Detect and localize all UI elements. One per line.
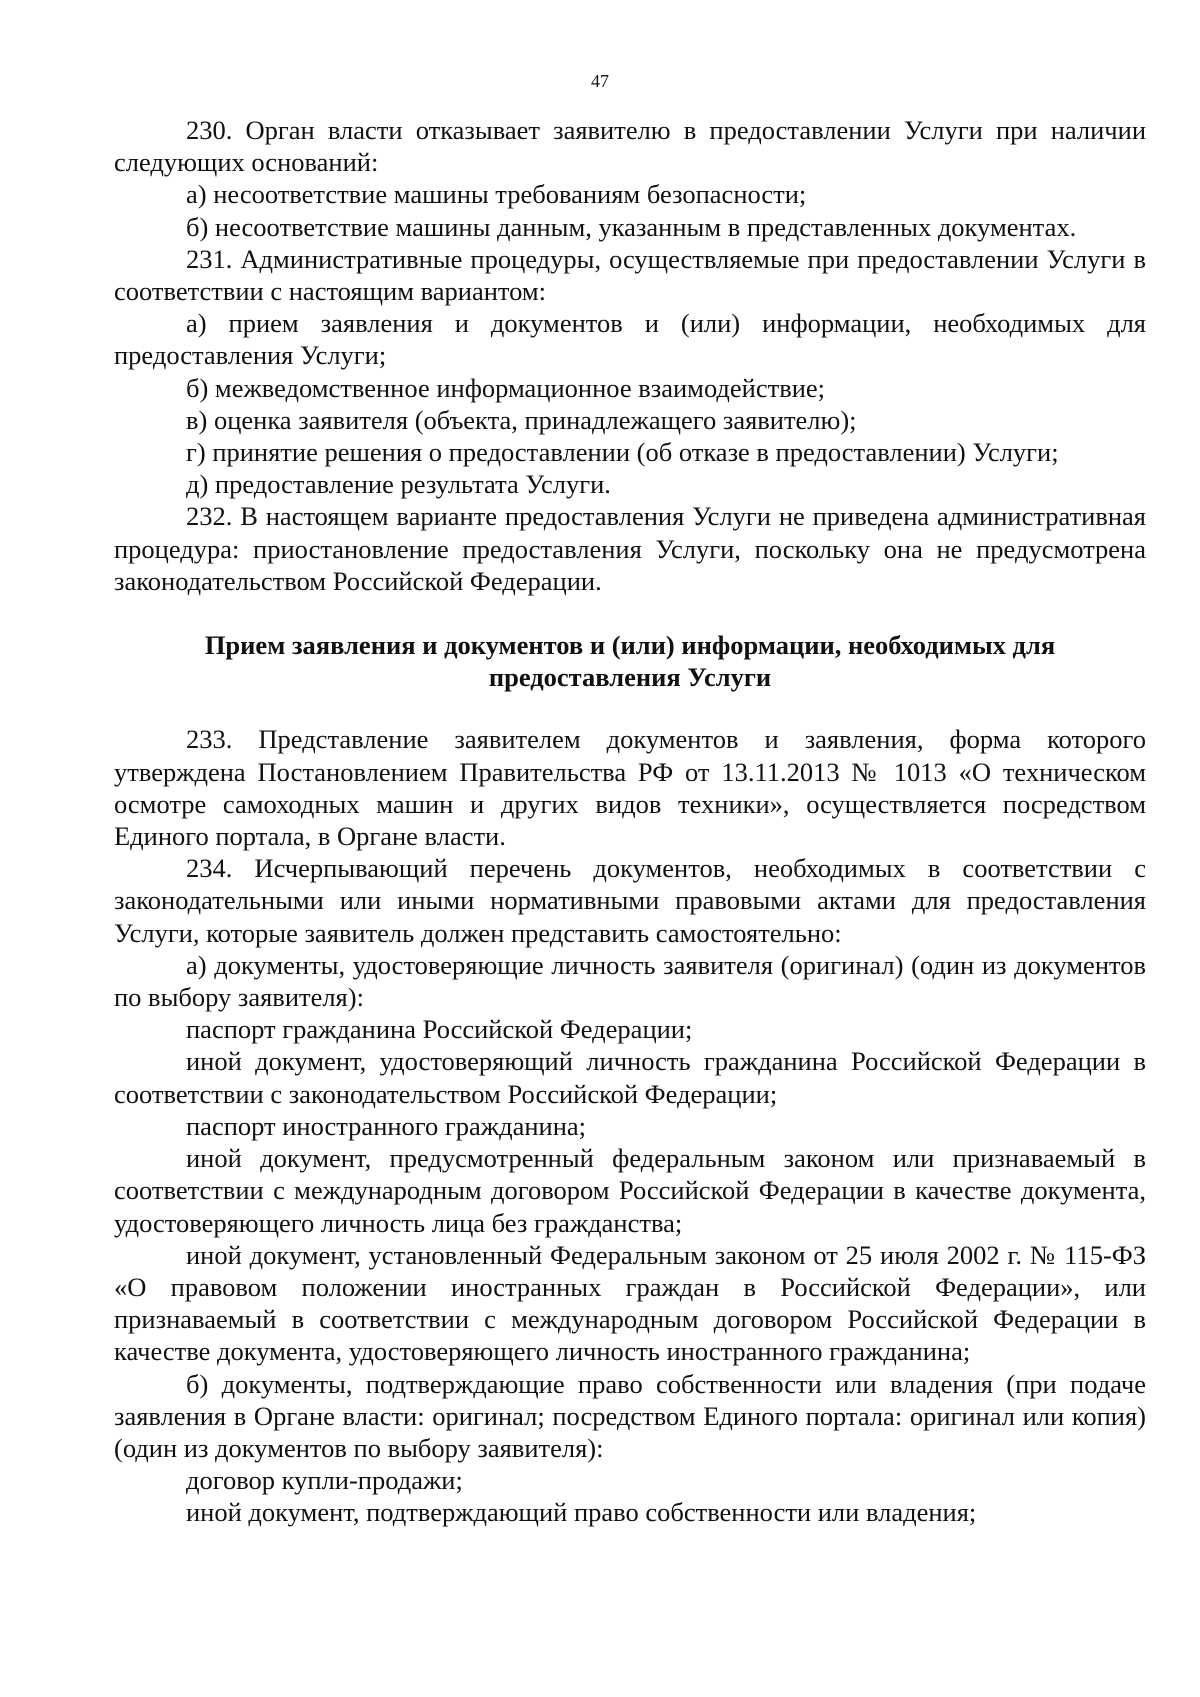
- paragraph-233: 233. Представление заявителем документов и заявления, форма которого утверждена Постановлением Правительства РФ от 13.11.2013 № 1013 «О техническом осмотре самоходных машин и других видов техники», осуществляется посредством Единого портала, в Органе власти.: [114, 724, 1146, 852]
- list-item-230-b: б) несоответствие машины данным, указанным в представленных документах.: [186, 211, 1077, 242]
- list-item-231-a: а) прием заявления и документов и (или) информации, необходимых для предоставления Услуги;: [114, 308, 1146, 371]
- paragraph-230: 230. Орган власти отказывает заявителю в предоставлении Услуги при наличии следующих оснований:: [114, 115, 1146, 178]
- paragraph-231: 231. Административные процедуры, осуществляемые при предоставлении Услуги в соответствии с настоящим вариантом:: [114, 243, 1146, 307]
- list-item-ownership-document: иной документ, подтверждающий право собственности или владения;: [186, 1497, 977, 1528]
- section-heading: Прием заявления и документов и (или) информации, необходимых для предоставления Услуги: [204, 630, 1056, 693]
- list-item-231-d: д) предоставление результата Услуги.: [186, 469, 611, 500]
- list-item-234-a: а) документы, удостоверяющие личность заявителя (оригинал) (один из документов по выбору заявителя):: [114, 949, 1146, 1013]
- list-item-passport-rf: паспорт гражданина Российской Федерации;: [186, 1014, 693, 1045]
- page-number: 47: [591, 71, 609, 91]
- list-item-231-g: г) принятие решения о предоставлении (об отказе в предоставлении) Услуги;: [186, 437, 1059, 468]
- list-item-other-id-rf: иной документ, удостоверяющий личность гражданина Российской Федерации в соответствии с законодательством Российской Федерации;: [114, 1046, 1146, 1109]
- list-item-234-b: б) документы, подтверждающие право собственности или владения (при подаче заявления в Органе власти: оригинал; посредством Единого портала: оригинал или копия) (один из документов по выбору заявителя):: [114, 1368, 1146, 1463]
- list-item-231-b: б) межведомственное информационное взаимодействие;: [186, 372, 826, 403]
- list-item-foreign-passport: паспорт иностранного гражданина;: [186, 1110, 586, 1141]
- list-item-stateless-document: иной документ, предусмотренный федеральным законом или признаваемый в соответствии с международным договором Российской Федерации в качестве документа, удостоверяющего личность лица без гражданства;: [114, 1143, 1146, 1238]
- list-item-230-a: а) несоответствие машины требованиям безопасности;: [186, 179, 807, 210]
- list-item-sale-contract: договор купли-продажи;: [186, 1465, 463, 1496]
- list-item-231-v: в) оценка заявителя (объекта, принадлежащего заявителю);: [186, 404, 857, 435]
- paragraph-232: 232. В настоящем варианте предоставления Услуги не приведена административная процедура: приостановление предоставления Услуги, поскольку она не предусмотрена законодательством Российской Федерации.: [114, 501, 1146, 596]
- list-item-foreign-citizen-document: иной документ, установленный Федеральным законом от 25 июля 2002 г. № 115-ФЗ «О правовом положении иностранных граждан в Российской Федерации», или признаваемый в соответствии с международным договором Российской Федерации в качестве документа, удостоверяющего личность иностранного гражданина;: [114, 1239, 1146, 1367]
- document-body: [114, 114, 1146, 1529]
- paragraph-234: 234. Исчерпывающий перечень документов, необходимых в соответствии с законодательными или иными нормативными правовыми актами для предоставления Услуги, которые заявитель должен представить самостоятельно:: [114, 853, 1146, 948]
